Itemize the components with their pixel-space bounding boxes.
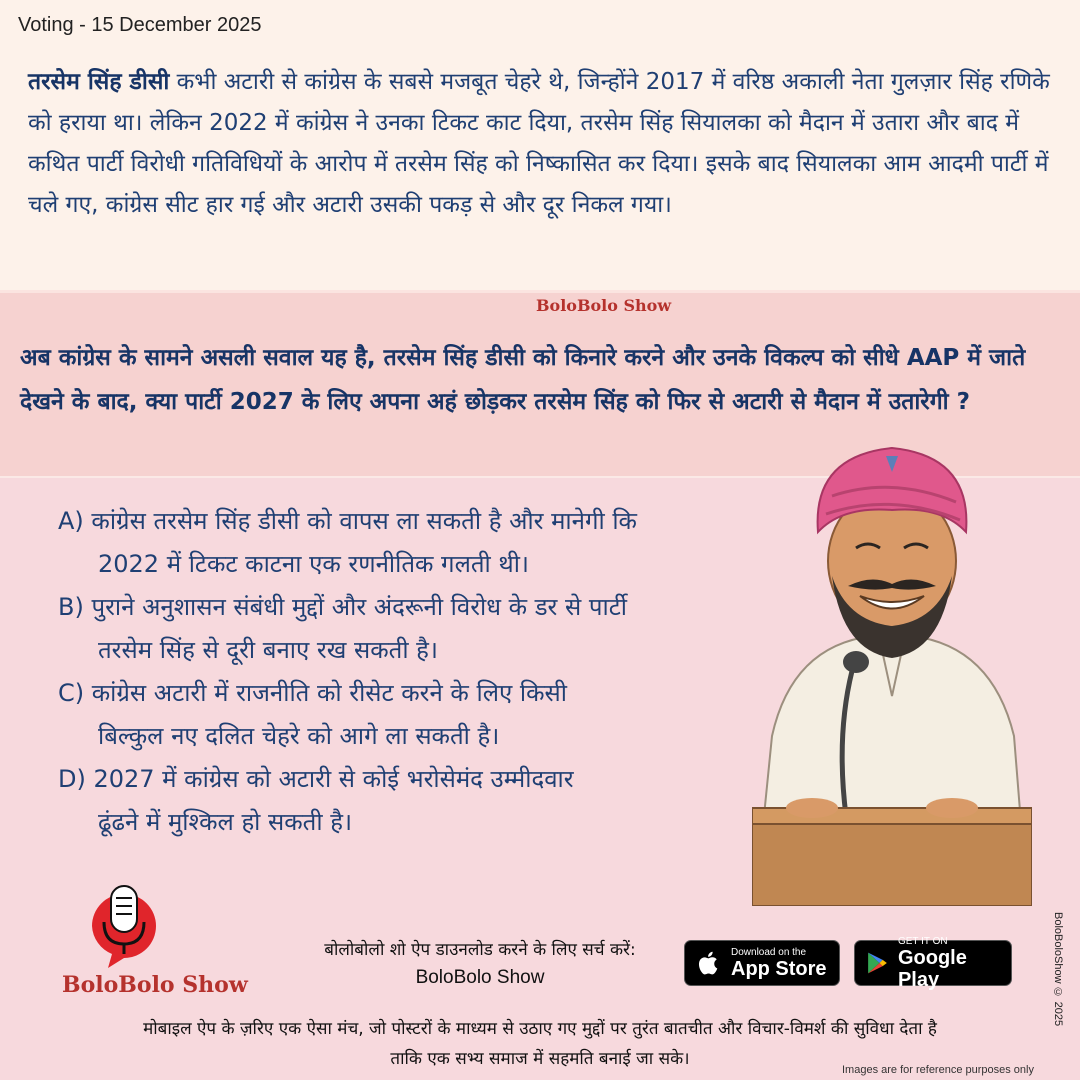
option-c[interactable] [58,672,818,758]
google-play-button[interactable] [854,935,1012,991]
question-text: अब कांग्रेस के सामने असली सवाल यह है, तरसेम सिंह डीसी को किनारे करने और उनके विकल्प को सीधे AAP में जाते देखने के बाद, क्या पार्टी 2027 के लिए अपना अहं छोड़कर तरसेम सिंह को फिर से अटारी से मैदान में उतारेगी ? [20,345,1026,415]
download-prompt-text: बोलोबोलो शो ऐप डाउनलोड करने के लिए सर्च करें: [324,940,636,960]
options-list [58,500,818,844]
intro-paragraph [28,62,1068,226]
option-d[interactable] [58,758,818,844]
option-d-line1: D) 2027 में कांग्रेस को अटारी से कोई भरोसेमंद उम्मीदवार [58,765,574,793]
app-store-button[interactable] [684,940,840,986]
google-play-icon [865,949,890,977]
option-c-line2: बिल्कुल नए दलित चेहरे को आगे ला सकती है। [98,722,500,750]
googleplay-small-label: GET IT ON [897,935,948,947]
logo-text: BoloBolo Show [62,972,248,998]
microphone-icon [111,886,137,932]
option-c-line1: C) कांग्रेस अटारी में राजनीति को रीसेट करने के लिए किसी [58,679,567,707]
apple-icon [695,949,723,977]
app-name: BoloBolo Show [415,967,545,988]
podium [752,818,1032,906]
footer-line1: मोबाइल ऐप के ज़रिए एक ऐसा मंच, जो पोस्टरों के माध्यम से उठाए गए मुद्दों पर तुरंत बातचीत और विचार-विमर्श की सुविधा देता है [143,1019,937,1039]
appstore-small-label: Download on the [731,946,807,958]
copyright-text: BoloBoloShow © 2025 [1052,912,1064,1027]
option-d-line2: ढूंढने में मुश्किल हो सकती है। [98,808,353,836]
option-a-line1: A) कांग्रेस तरसेम सिंह डीसी को वापस ला सकती है और मानेगी कि [58,507,637,535]
option-a-line2: 2022 में टिकट काटना एक रणनीतिक गलती थी। [98,550,530,578]
disclaimer: Images are for reference purposes only [842,1064,1034,1076]
intro-text: कभी अटारी से कांग्रेस के सबसे मजबूत चेहरे थे, जिन्होंने 2017 में वरिष्ठ अकाली नेता गुलज़ार सिंह रणिके को हराया था। लेकिन 2022 में कांग्रेस ने उनका टिकट काट दिया, तरसेम सिंह सियालका को मैदान में उतारा और बाद में कथित पार्टी विरोधी गतिविधियों के आरोप में तरसेम सिंह को निष्कासित कर दिया। इसके बाद सियालका आम आदमी पार्टी में चले गए, कांग्रेस सीट हार गई और अटारी उसकी पकड़ से और दूर निकल गया। [28,69,1050,218]
watermark: BoloBolo Show [536,296,672,315]
appstore-big-label: App Store [731,957,827,980]
microphone [843,651,869,673]
option-b-line2: तरसेम सिंह से दूरी बनाए रख सकती है। [98,636,439,664]
option-a[interactable] [58,500,818,586]
download-prompt [290,936,670,992]
option-b-line1: B) पुराने अनुशासन संबंधी मुद्दों और अंदरूनी विरोध के डर से पार्टी [58,593,628,621]
date-label: Voting - 15 December 2025 [18,14,262,36]
googleplay-big-label: Google Play [897,946,967,991]
portrait-illustration [752,436,1032,906]
option-b[interactable] [58,586,818,672]
footer-line2: ताकि एक सभ्य समाज में सहमति बनाई जा सके। [390,1049,690,1069]
intro-name: तरसेम सिंह डीसी [28,69,170,95]
